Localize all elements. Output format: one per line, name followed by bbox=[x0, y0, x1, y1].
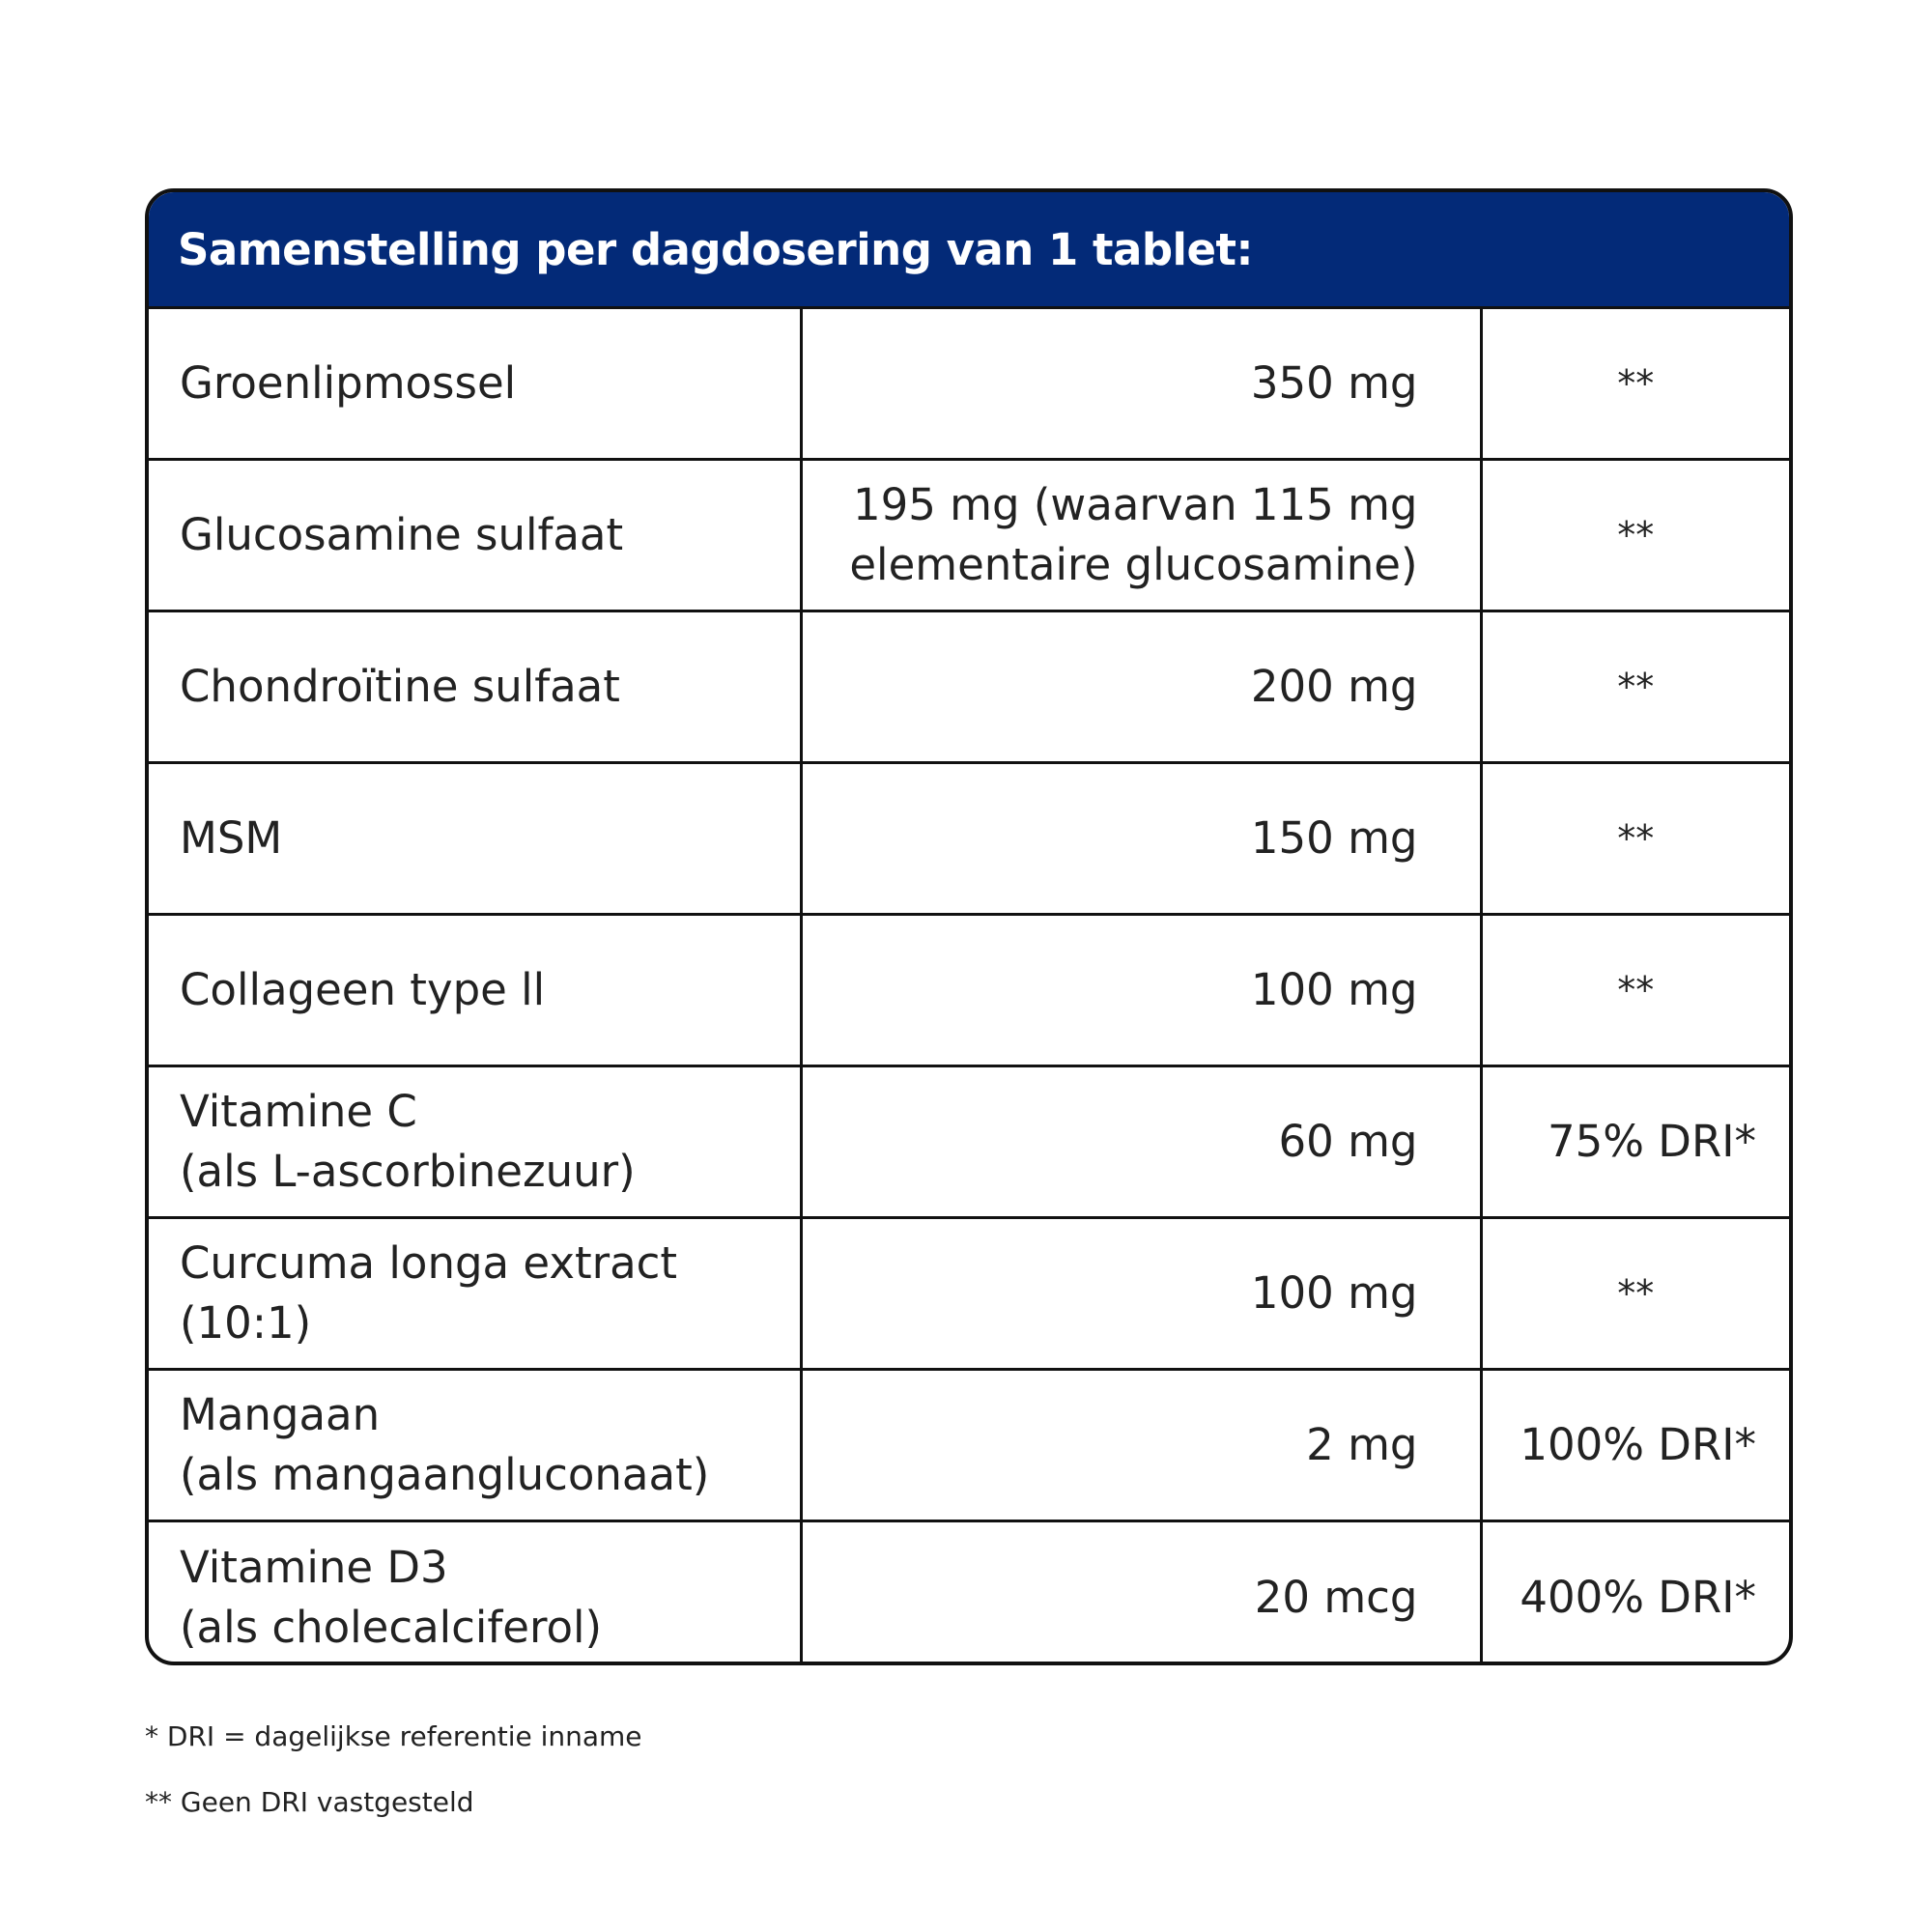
ingredient-name bbox=[149, 1218, 801, 1370]
ingredient-name bbox=[149, 460, 801, 611]
ingredient-name-line1: Curcuma longa extract bbox=[180, 1237, 678, 1289]
ingredient-amount bbox=[801, 763, 1481, 915]
footnote-dri-definition: * DRI = dagelijkse referentie inname bbox=[145, 1720, 642, 1752]
ingredient-name-line2: (als cholecalciferol) bbox=[180, 1601, 603, 1653]
ingredient-amount-line1: 195 mg (waarvan 115 mg bbox=[852, 479, 1418, 530]
ingredient-name bbox=[149, 763, 801, 915]
table-title: Samenstelling per dagdosering van 1 tablet: bbox=[149, 192, 1789, 306]
ingredient-amount bbox=[801, 1521, 1481, 1666]
table-row bbox=[149, 1066, 1789, 1218]
ingredient-amount bbox=[801, 611, 1481, 763]
ingredient-name-line1: Groenlipmossel bbox=[180, 357, 517, 409]
ingredient-amount-line1: 100 mg bbox=[1250, 1267, 1418, 1319]
ingredient-amount bbox=[801, 915, 1481, 1066]
ingredient-amount bbox=[801, 1370, 1481, 1521]
ingredient-dri: 100% DRI* bbox=[1481, 1370, 1789, 1521]
ingredient-amount-line1: 350 mg bbox=[1250, 357, 1418, 409]
ingredient-name bbox=[149, 308, 801, 460]
footnote-no-dri: ** Geen DRI vastgesteld bbox=[145, 1786, 474, 1818]
ingredient-amount bbox=[801, 460, 1481, 611]
ingredient-dri: ** bbox=[1481, 763, 1789, 915]
ingredient-name-line2: (als mangaangluconaat) bbox=[180, 1449, 710, 1500]
ingredient-name bbox=[149, 611, 801, 763]
table-row bbox=[149, 1218, 1789, 1370]
ingredient-name bbox=[149, 1370, 801, 1521]
ingredient-amount-line2: elementaire glucosamine) bbox=[849, 539, 1418, 590]
ingredient-name-line2: (als L-ascorbinezuur) bbox=[180, 1146, 636, 1197]
composition-table-card bbox=[145, 188, 1793, 1665]
ingredient-name-line1: Vitamine D3 bbox=[180, 1541, 448, 1593]
ingredient-name-line1: MSM bbox=[180, 812, 283, 864]
table-row bbox=[149, 460, 1789, 611]
table-row bbox=[149, 611, 1789, 763]
ingredient-amount-line1: 2 mg bbox=[1306, 1419, 1418, 1470]
table-row bbox=[149, 1521, 1789, 1666]
ingredient-name-line1: Glucosamine sulfaat bbox=[180, 509, 624, 560]
ingredient-amount bbox=[801, 308, 1481, 460]
ingredient-dri: 400% DRI* bbox=[1481, 1521, 1789, 1666]
ingredient-name bbox=[149, 915, 801, 1066]
ingredient-amount bbox=[801, 1218, 1481, 1370]
ingredient-amount-line1: 150 mg bbox=[1250, 812, 1418, 864]
ingredient-dri: 75% DRI* bbox=[1481, 1066, 1789, 1218]
table-row bbox=[149, 308, 1789, 460]
ingredient-amount-line1: 100 mg bbox=[1250, 964, 1418, 1015]
table-row bbox=[149, 915, 1789, 1066]
ingredient-dri: ** bbox=[1481, 611, 1789, 763]
ingredient-amount bbox=[801, 1066, 1481, 1218]
ingredient-name-line1: Mangaan bbox=[180, 1389, 381, 1440]
footnotes bbox=[145, 1718, 642, 1849]
ingredient-amount-line1: 20 mcg bbox=[1254, 1571, 1418, 1623]
ingredient-name-line1: Collageen type ll bbox=[180, 964, 546, 1015]
table-row bbox=[149, 763, 1789, 915]
ingredient-amount-line1: 200 mg bbox=[1250, 661, 1418, 712]
ingredient-name-line1: Vitamine C bbox=[180, 1086, 417, 1137]
ingredient-name-line2: (10:1) bbox=[180, 1297, 312, 1349]
ingredient-dri: ** bbox=[1481, 915, 1789, 1066]
ingredient-name-line1: Chondroïtine sulfaat bbox=[180, 661, 620, 712]
table-row bbox=[149, 1370, 1789, 1521]
ingredient-dri: ** bbox=[1481, 460, 1789, 611]
ingredient-dri: ** bbox=[1481, 308, 1789, 460]
ingredient-dri: ** bbox=[1481, 1218, 1789, 1370]
ingredient-amount-line1: 60 mg bbox=[1278, 1116, 1418, 1167]
composition-table bbox=[149, 306, 1789, 1665]
ingredient-name bbox=[149, 1521, 801, 1666]
ingredient-name bbox=[149, 1066, 801, 1218]
